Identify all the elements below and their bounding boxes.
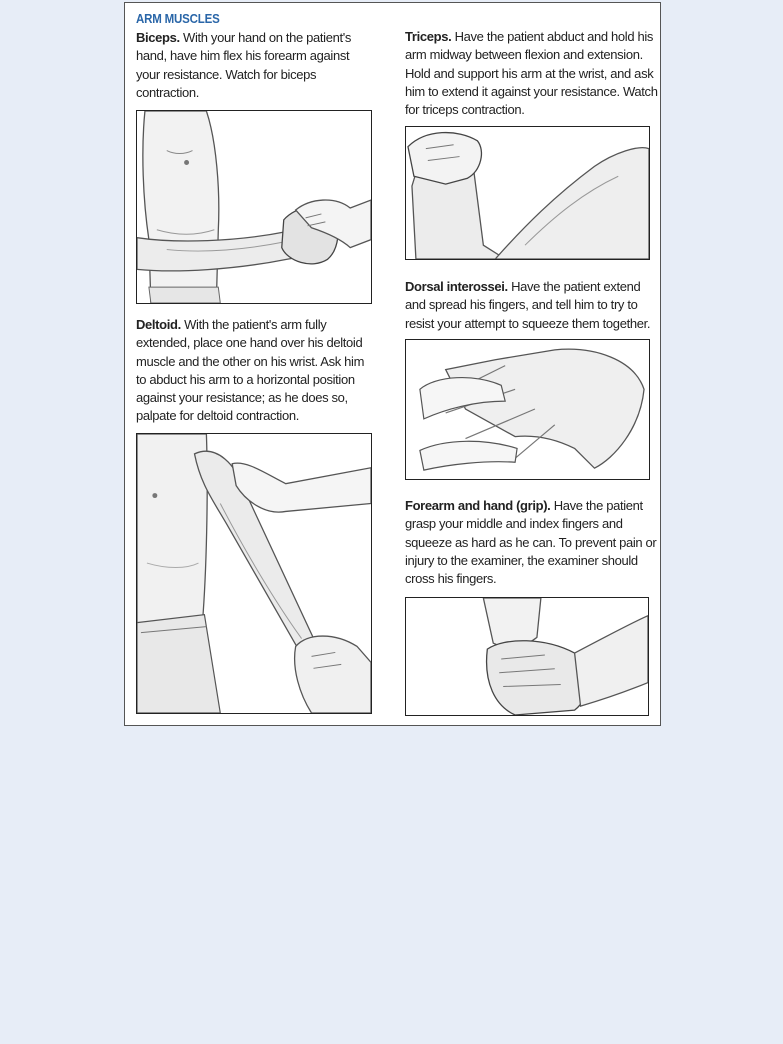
arm-muscles-panel xyxy=(124,2,661,726)
triceps-description: Have the patient abduct and hold his arm midway between flexion and extension. Hold and support his arm at the wrist, and ask him to extend it against your resistance. Watch for triceps contraction. xyxy=(405,29,658,118)
biceps-illustration xyxy=(136,110,372,304)
triceps-illustration xyxy=(405,126,650,260)
grip-illustration xyxy=(405,597,649,716)
dorsal-interossei-text xyxy=(405,278,661,333)
grip-description: Have the patient grasp your middle and index fingers and squeeze as hard as he can. To prevent pain or injury to the examiner, the examiner should cross his fingers. xyxy=(405,498,657,587)
biceps-text xyxy=(136,29,362,102)
biceps-description: With your hand on the patient's hand, have him flex his forearm against your resistance. Watch for biceps contraction. xyxy=(136,30,352,100)
dorsal-interossei-heading: Dorsal interossei. xyxy=(405,279,508,294)
grip-heading: Forearm and hand (grip). xyxy=(405,498,551,513)
deltoid-heading: Deltoid. xyxy=(136,317,181,332)
deltoid-illustration xyxy=(136,433,372,714)
dorsal-interossei-illustration xyxy=(405,339,650,480)
deltoid-description: With the patient's arm fully extended, place one hand over his deltoid muscle and the other on his wrist. Ask him to abduct his arm to a horizontal position against your resistance; as he does so, palpate for deltoid contraction. xyxy=(136,317,365,424)
grip-text xyxy=(405,497,661,588)
deltoid-text xyxy=(136,316,370,426)
section-title: ARM MUSCLES xyxy=(136,12,220,26)
triceps-text xyxy=(405,28,661,119)
triceps-heading: Triceps. xyxy=(405,29,452,44)
dorsal-interossei-description: Have the patient extend and spread his fingers, and tell him to try to resist your attempt to squeeze them together. xyxy=(405,279,651,331)
biceps-heading: Biceps. xyxy=(136,30,180,45)
